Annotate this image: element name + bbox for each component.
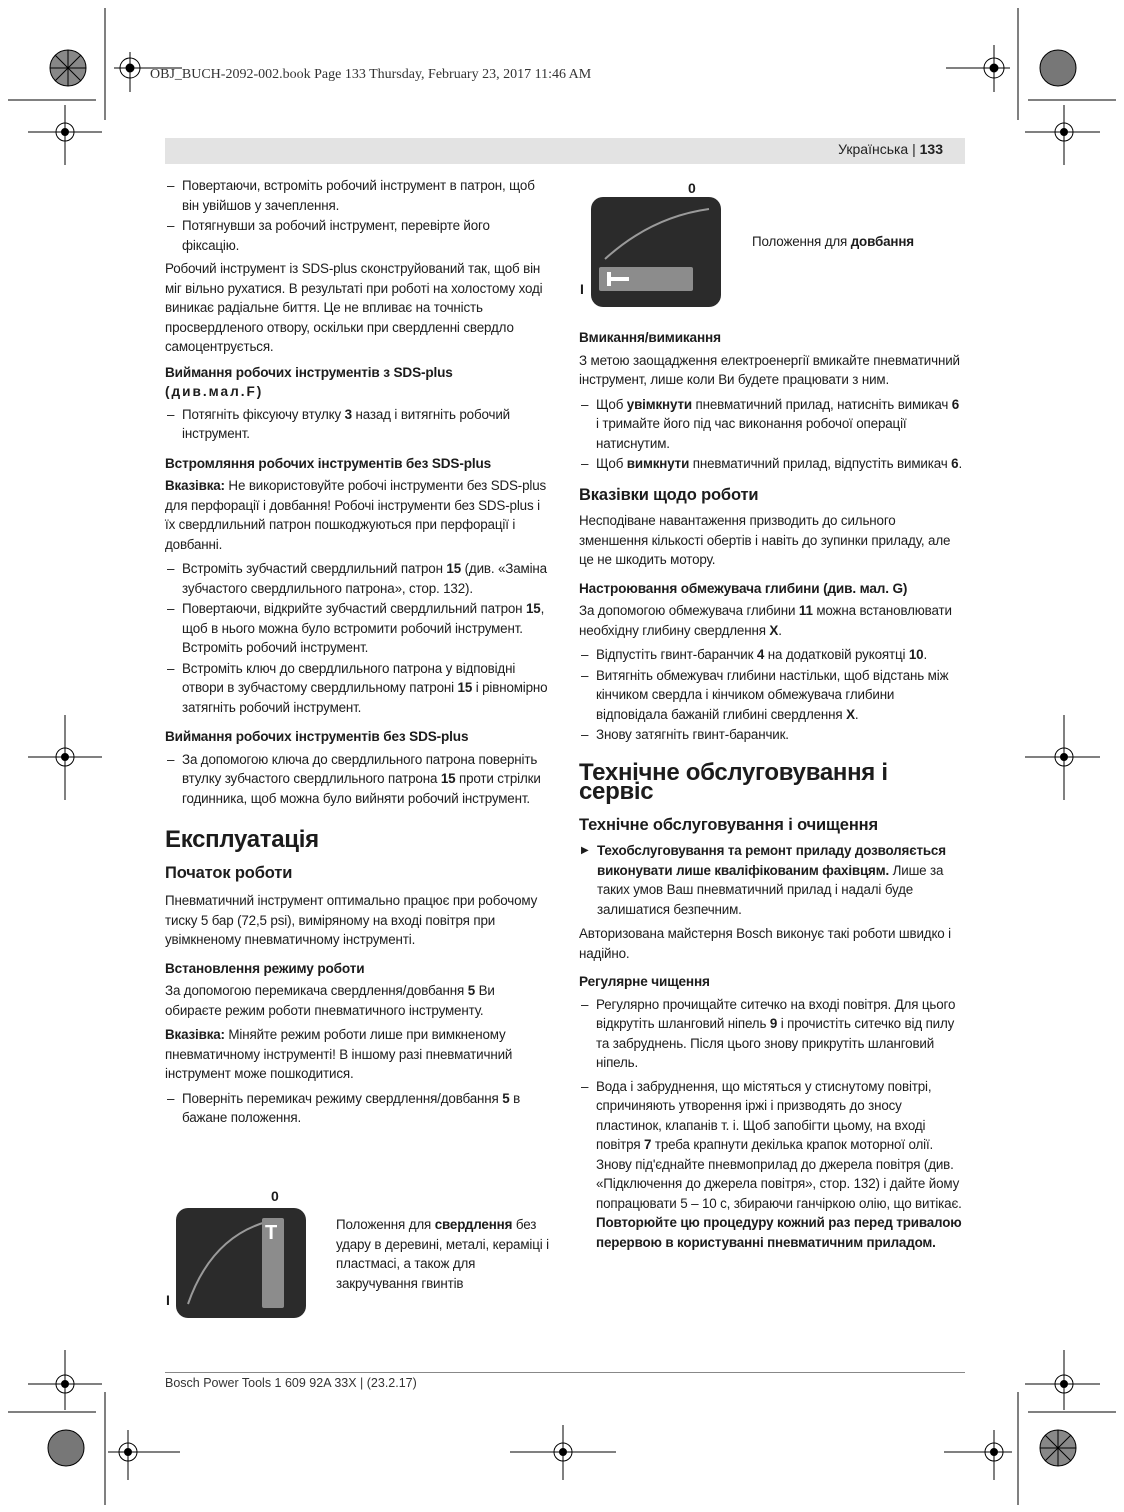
- subsection-heading: Вказівки щодо роботи: [579, 485, 759, 504]
- left-column: [165, 176, 550, 1129]
- paragraph: Пневматичний інструмент оптимально працює при робочому тиску 5 бар (72,5 psi), виміряному на вході повітря при увімкненому пневматичному інструменті.: [165, 893, 538, 947]
- list-item: – Відпустіть гвинт-баранчик 4 на додатковій рукоятці 10.: [579, 645, 965, 665]
- switch-lever: [262, 1218, 284, 1308]
- registration-mark-right-mid: [1025, 715, 1100, 800]
- registration-mark-right-upper: [1025, 105, 1100, 165]
- book-info-line: OBJ_BUCH-2092-002.book Page 133 Thursday, February 23, 2017 11:46 AM: [150, 67, 592, 82]
- switch-lever-label: T: [265, 1222, 278, 1244]
- page-number: 133: [919, 141, 943, 157]
- chapter-heading: Технічне обслуговування і сервіс: [579, 758, 888, 805]
- list-item: – Знову затягніть гвинт-баранчик.: [579, 725, 965, 745]
- list-item: – Витягніть обмежувач глибини настільки, щоб відстань між кінчиком свердла і кінчиком обмежувача глибини відповідала бажаній глибині свердлення X.: [579, 666, 965, 725]
- paragraph: За допомогою обмежувача глибини 11 можна встановлювати необхідну глибину свердлення X.: [579, 603, 952, 638]
- paragraph: Несподіване навантаження призводить до сильного зменшення кількості обертів і навіть до зупинки приладу, але це не шкодить мотору.: [579, 513, 951, 567]
- chisel-mode-caption: Положення для довбання: [752, 234, 914, 249]
- chisel-icon: [605, 267, 635, 291]
- chisel-mode-switch-illustration: [591, 197, 721, 307]
- color-wheel-bottom-left: [48, 1430, 84, 1466]
- paragraph: Робочий інструмент із SDS-plus сконструйований так, щоб він міг вільно рухатися. В результаті при роботі на холостому ході виникає радіальне биття. Це не впливає на точність просвердленого отвору, оскільки при свердленні свердло самоцентрується.: [165, 261, 543, 354]
- paragraph: За допомогою перемикача свердлення/довбання 5 Ви обираєте режим роботи пневматичного інструменту.: [165, 983, 495, 1018]
- section-heading: Вмикання/вимикання: [579, 330, 721, 345]
- list-item: – Потягніть фіксуючу втулку 3 назад і витягніть робочий інструмент.: [165, 405, 550, 444]
- header-language: Українська: [838, 141, 909, 157]
- section-heading: Регулярне чищення: [579, 974, 710, 989]
- section-heading: Виймання робочих інструментів без SDS-plus: [165, 729, 469, 744]
- section-heading: Настроювання обмежувача глибини (див. мал. G): [579, 580, 908, 596]
- footer-divider: [165, 1372, 965, 1373]
- registration-mark-bottom-left: [108, 1430, 180, 1480]
- registration-mark-left-upper: [28, 105, 102, 165]
- list-item: – Потягнувши за робочий інструмент, перевірте його фіксацію.: [165, 216, 550, 255]
- switch-arc: [176, 1208, 306, 1318]
- color-wheel-top-left: [50, 50, 86, 86]
- list-item: – Встроміть зубчастий свердлильний патрон 15 (див. «Заміна зубчастого свердлильного патрона», стор. 132).: [165, 559, 550, 598]
- section-heading: Виймання робочих інструментів з SDS-plus (див.мал.F): [165, 364, 453, 399]
- drill-mode-caption: Положення для свердлення без удару в деревині, металі, кераміці і пластмасі, а також для закручування гвинтів: [336, 1217, 549, 1291]
- registration-mark-left-mid: [28, 715, 102, 800]
- right-column: [579, 328, 965, 1253]
- registration-mark-left-lower: [28, 1350, 102, 1410]
- switch-label-zero: 0: [688, 180, 696, 196]
- switch-label-one: I: [580, 281, 584, 297]
- section-heading: Встановлення режиму роботи: [165, 960, 365, 976]
- registration-mark-right-lower: [1025, 1350, 1100, 1410]
- color-wheel-top-right: [1040, 50, 1076, 86]
- page-header: [165, 138, 965, 164]
- subsection-heading: Технічне обслуговування і очищення: [579, 815, 878, 834]
- safety-warning: ▶ Техобслуговування та ремонт приладу дозволяється виконувати лише кваліфікованим фахівцям. Лише за таких умов Ваш пневматичний прилад і надалі буде залишатися безпечним.: [579, 841, 965, 919]
- footer-text: Bosch Power Tools 1 609 92A 33X | (23.2.17): [165, 1376, 417, 1390]
- list-item: – Регулярно прочищайте ситечко на вході повітря. Для цього відкрутіть шланговий ніпель 9 і прочистіть ситечко від пилу та забруднень. Після цього знову прикрутіть шланговий ніпель.: [579, 995, 965, 1073]
- list-item: – Повертаючи, встроміть робочий інструмент в патрон, щоб він увійшов у зачеплення.: [165, 176, 550, 215]
- section-heading: Встромляння робочих інструментів без SDS-plus: [165, 455, 492, 471]
- switch-label-zero: 0: [271, 1188, 279, 1204]
- header-text: [838, 141, 943, 157]
- chapter-heading: Експлуатація: [165, 826, 319, 853]
- list-item: – Поверніть перемикач режиму свердлення/довбання 5 в бажане положення.: [165, 1089, 550, 1128]
- list-item: – Щоб вимкнути пневматичний прилад, відпустіть вимикач 6.: [579, 454, 965, 474]
- note-paragraph: Вказівка: Не використовуйте робочі інструменти без SDS-plus для перфорації і довбання! Робочі інструменти без SDS-plus і їх свердлильний патрон пошкоджуються при перфорації і довбанні.: [165, 478, 547, 552]
- registration-mark-bottom-right: [944, 1430, 1012, 1480]
- subsection-heading: Початок роботи: [165, 863, 293, 882]
- paragraph: З метою заощадження електроенергії вмикайте пневматичний інструмент, лише коли Ви будете працювати з ним.: [579, 352, 960, 387]
- drill-mode-switch-illustration: [176, 1208, 306, 1318]
- switch-lever: [599, 267, 693, 291]
- registration-mark-bottom-center: [510, 1425, 616, 1480]
- color-wheel-bottom-right: [1040, 1430, 1076, 1466]
- list-item: – Повертаючи, відкрийте зубчастий свердлильний патрон 15, щоб в нього можна було встромити робочий інструмент. Встроміть робочий інструмент.: [165, 599, 550, 658]
- note-paragraph: Вказівка: Міняйте режим роботи лише при вимкненому пневматичному інструменті! В іншому разі пневматичний інструмент може пошкодитися.: [165, 1027, 513, 1081]
- list-item: – Вода і забруднення, що містяться у стиснутому повітрі, спричиняють утворення іржі і призводять до зносу пластинок, клапанів т. і. Щоб запобігти цьому, на вході повітря 7 треба крапнути декілька крапок моторної олії. Знову під'єднайте пневмоприлад до джерела повітря (див. «Підключення до джерела повітря», стор. 132) і дайте йому попрацювати 5 – 10 с, збираючи ганчіркою олію, що витікає. Повторюйте цю процедуру кожний раз перед тривалою перервою в користуванні пневматичним приладом.: [579, 1077, 965, 1253]
- list-item: – Встроміть ключ до свердлильного патрона у відповідні отвори в зубчастому свердлильному патроні 15 і рівномірно затягніть робочий інструмент.: [165, 659, 550, 718]
- list-item: – Щоб увімкнути пневматичний прилад, натисніть вимикач 6 і тримайте його під час виконання робочої операції натиснутим.: [579, 395, 965, 454]
- paragraph: Авторизована майстерня Bosch виконує такі роботи швидко і надійно.: [579, 926, 952, 961]
- switch-label-one: I: [166, 1292, 170, 1308]
- header-separator: |: [912, 141, 916, 157]
- registration-mark-top-right: [946, 45, 1010, 92]
- list-item: – За допомогою ключа до свердлильного патрона поверніть втулку зубчастого свердлильного патрона 15 проти стрілки годинника, щоб можна було вийняти робочий інструмент.: [165, 750, 550, 809]
